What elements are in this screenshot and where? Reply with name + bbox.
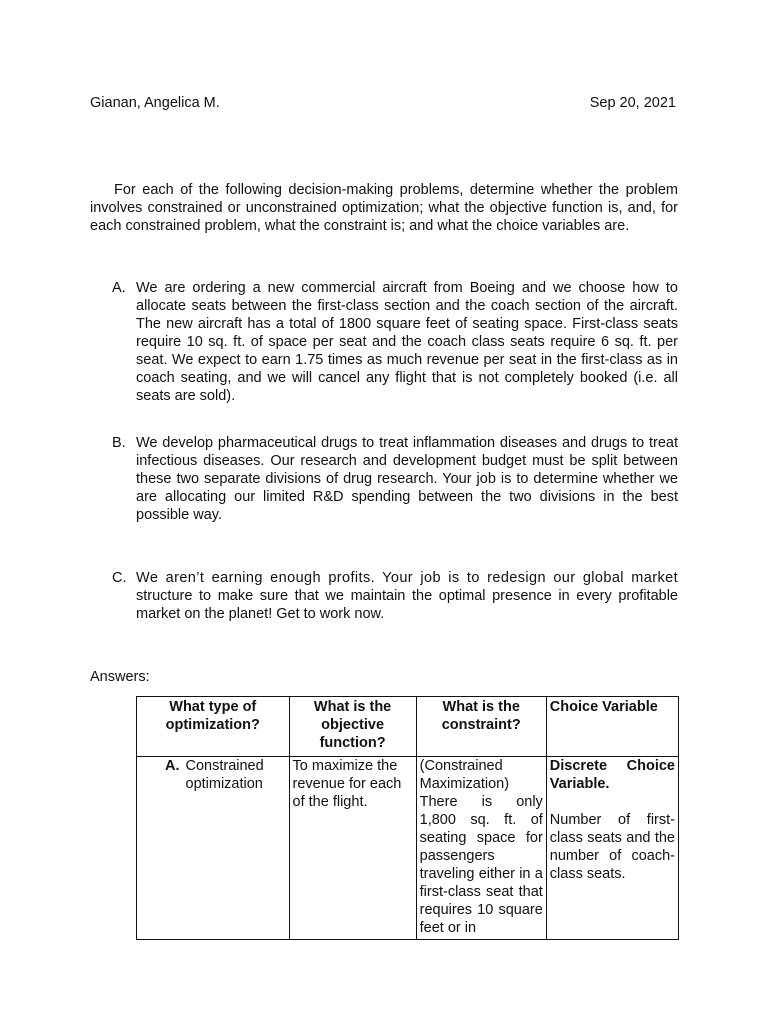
problem-b — [112, 434, 678, 524]
cell-constraint — [416, 757, 546, 940]
problem-b-text: We develop pharmaceutical drugs to treat inflammation diseases and drugs to treat infectious diseases. Our research and development budget must be split between these two separate divisions of drug research. Your job is to determine whether we are allocating our limited R&D spending between the two divisions in the best possible way. — [136, 435, 678, 523]
cell-optimization-type — [137, 757, 290, 940]
row-a-choice-text: Number of first-class seats and the number of coach-class seats. — [549, 812, 675, 882]
document-date: Sep 20, 2021 — [589, 95, 676, 111]
problem-a-letter: A. — [112, 280, 126, 296]
row-a-constraint-lead: (Constrained Maximization) — [419, 758, 510, 792]
problem-c-text-block — [136, 569, 678, 623]
table-header-row — [137, 697, 679, 757]
header-constraint: What is the constraint? — [416, 697, 546, 757]
row-a-constraint-text: There is only 1,800 sq. ft. of seating space for passengers traveling either in a first-class seat that requires 10 square feet or in — [419, 794, 543, 936]
row-a-choice-title: Discrete Choice Variable. — [549, 758, 675, 792]
header-choice-variable: Choice Variable — [546, 697, 678, 757]
problem-c-text: structure to make sure that we maintain the optimal presence in every profitable market on the planet! Get to work now. — [136, 588, 678, 622]
cell-objective-function — [289, 757, 416, 940]
instructions-paragraph: For each of the following decision-making problems, determine whether the problem involves constrained or unconstrained optimization; what the objective function is, and, for each constrained problem, what the constraint is; and what the choice variables are. — [90, 182, 678, 234]
problem-c-lead-text: We aren’t earning enough profits. Your job is to redesign our global market — [136, 570, 678, 586]
answers-label: Answers: — [90, 669, 150, 685]
header-optimization-type: What type of optimization? — [137, 697, 290, 757]
problem-c-letter: C. — [112, 570, 127, 586]
choice-spacer — [550, 793, 675, 811]
cell-choice-variable — [546, 757, 678, 940]
header-objective-function: What is the objective function? — [289, 697, 416, 757]
row-a-objective: To maximize the revenue for each of the flight. — [292, 758, 402, 810]
problem-a — [112, 279, 678, 405]
row-a-type: Constrained optimization — [185, 758, 264, 792]
row-a-label: A. — [165, 758, 180, 774]
problem-c — [112, 569, 678, 623]
problem-a-text: We are ordering a new commercial aircraft from Boeing and we choose how to allocate seats between the first-class section and the coach section of the aircraft. The new aircraft has a total of 1800 square feet of seating space. First-class seats require 10 sq. ft. of space per seat and the coach class seats require 6 sq. ft. per seat. We expect to earn 1.75 times as much revenue per seat in the first-class as in coach seating, and we will cancel any flight that is not completely booked (i.e. all seats are sold). — [136, 280, 678, 404]
author-name: Gianan, Angelica M. — [90, 95, 220, 111]
answers-table — [136, 696, 679, 940]
document-header — [90, 94, 676, 112]
problem-b-letter: B. — [112, 435, 126, 451]
table-row-a — [137, 757, 679, 940]
